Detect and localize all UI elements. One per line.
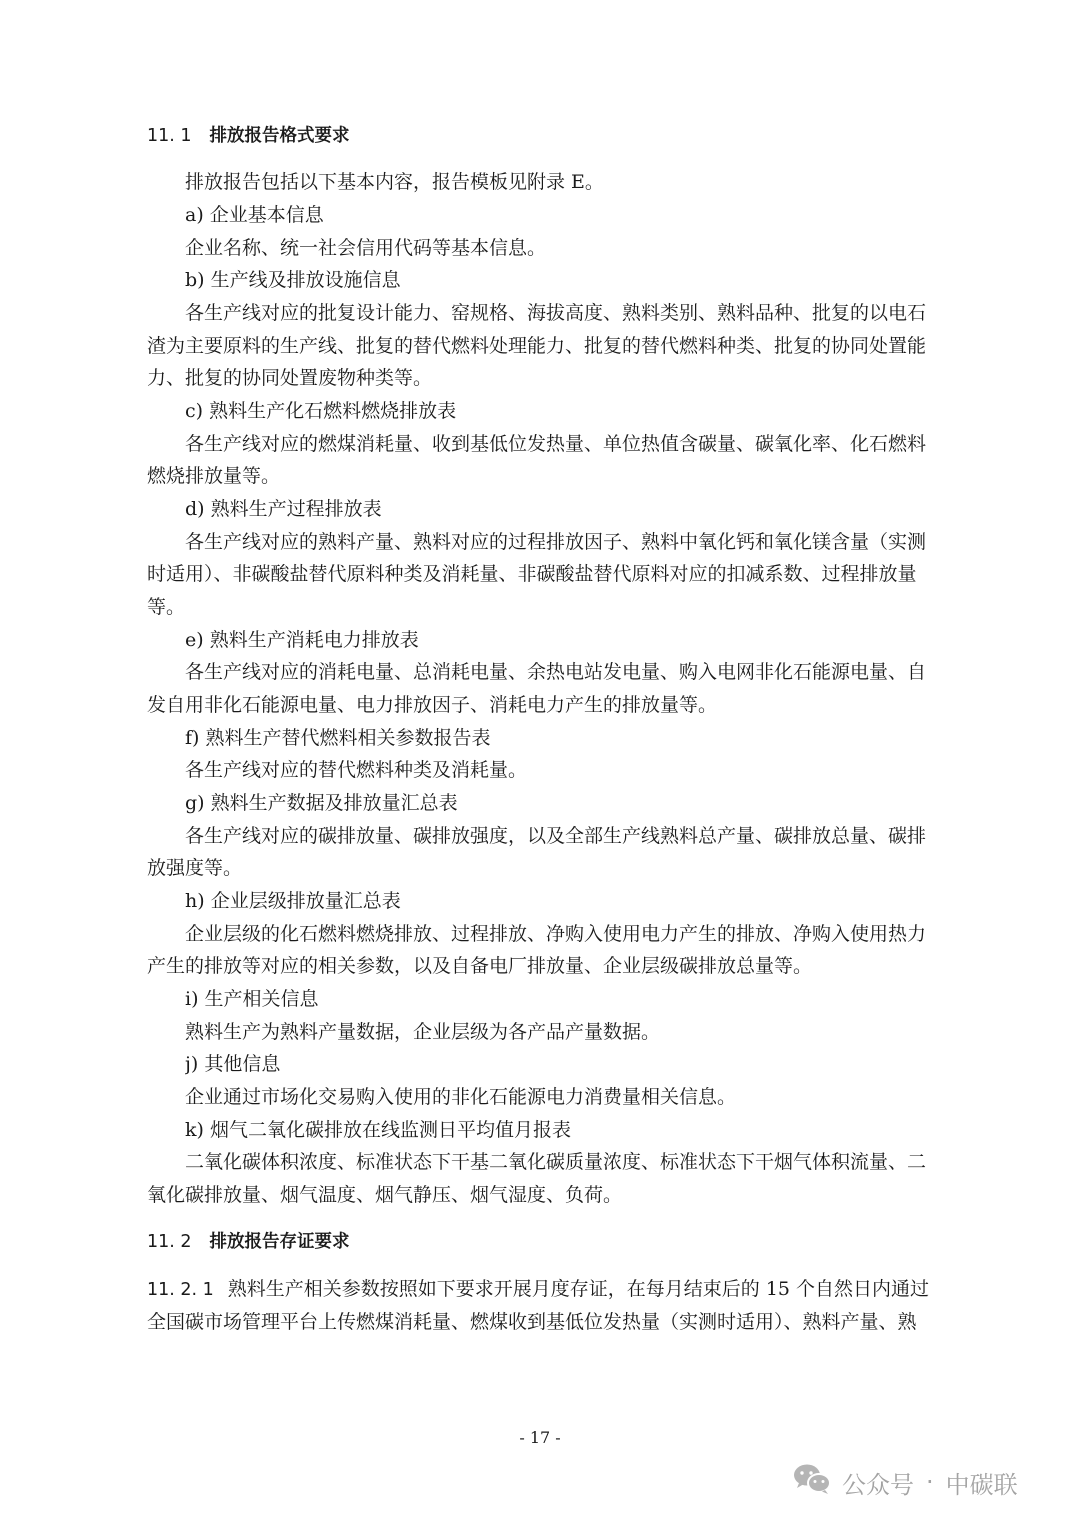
item-d-title: d) 熟料生产过程排放表 <box>185 498 382 520</box>
wechat-icon <box>792 1462 842 1502</box>
section-11-2-heading <box>147 1230 937 1254</box>
item-f-body: 各生产线对应的替代燃料种类及消耗量。 <box>185 759 528 781</box>
item-b-body-line-1: 各生产线对应的批复设计能力、窑规格、海拔高度、熟料类别、熟料品种、批复的以电石 <box>185 302 927 324</box>
item-e-body-line-1: 各生产线对应的消耗电量、总消耗电量、余热电站发电量、购入电网非化石能源电量、自 <box>185 661 927 683</box>
item-g-title: g) 熟料生产数据及排放量汇总表 <box>185 792 458 814</box>
item-a-body: 企业名称、统一社会信用代码等基本信息。 <box>185 237 547 259</box>
item-h-title: h) 企业层级排放量汇总表 <box>185 890 401 912</box>
watermark-label: 公众号 <box>842 1470 914 1499</box>
item-j-body: 企业通过市场化交易购入使用的非化石能源电力消费量相关信息。 <box>185 1086 737 1108</box>
item-d-body-line-1: 各生产线对应的熟料产量、熟料对应的过程排放因子、熟料中氧化钙和氧化镁含量（实测 <box>185 531 927 553</box>
section-title: 排放报告格式要求 <box>209 126 350 146</box>
section-11-1-heading <box>147 124 937 148</box>
watermark <box>792 1462 1018 1502</box>
paragraph-intro: 排放报告包括以下基本内容，报告模板见附录 E。 <box>185 171 604 193</box>
clause-number: 11. 2. 1 <box>147 1280 214 1300</box>
item-f-title: f) 熟料生产替代燃料相关参数报告表 <box>185 727 491 749</box>
item-g-body-line-2: 放强度等。 <box>147 857 243 879</box>
item-i-title: i) 生产相关信息 <box>185 988 319 1010</box>
item-e-title: e) 熟料生产消耗电力排放表 <box>185 629 419 651</box>
item-c-body-line-2: 燃烧排放量等。 <box>147 465 281 487</box>
item-b-body-line-3: 力、批复的协同处置废物种类等。 <box>147 367 433 389</box>
item-d-body-line-2: 时适用）、非碳酸盐替代原料种类及消耗量、非碳酸盐替代原料对应的扣减系数、过程排放量 <box>147 563 917 585</box>
section-title: 排放报告存证要求 <box>209 1232 350 1252</box>
item-b-body-line-2: 渣为主要原料的生产线、批复的替代燃料处理能力、批复的替代燃料种类、批复的协同处置能 <box>147 335 927 357</box>
item-j-title: j) 其他信息 <box>185 1053 281 1075</box>
item-h-body-line-2: 产生的排放等对应的相关参数，以及自备电厂排放量、企业层级碳排放总量等。 <box>147 955 813 977</box>
clause-11-2-1-line-2: 全国碳市场管理平台上传燃煤消耗量、燃煤收到基低位发热量（实测时适用）、熟料产量、熟 <box>147 1311 917 1333</box>
page-number: - 17 - <box>519 1428 561 1447</box>
item-k-body-line-2: 氧化碳排放量、烟气温度、烟气静压、烟气湿度、负荷。 <box>147 1184 623 1206</box>
item-h-body-line-1: 企业层级的化石燃料燃烧排放、过程排放、净购入使用电力产生的排放、净购入使用热力 <box>185 923 927 945</box>
item-c-title: c) 熟料生产化石燃料燃烧排放表 <box>185 400 457 422</box>
watermark-separator: · <box>926 1468 934 1496</box>
item-k-title: k) 烟气二氧化碳排放在线监测日平均值月报表 <box>185 1119 571 1141</box>
item-b-title: b) 生产线及排放设施信息 <box>185 269 401 291</box>
section-number: 11. 1 <box>147 126 192 146</box>
item-k-body-line-1: 二氧化碳体积浓度、标准状态下干基二氧化碳质量浓度、标准状态下干烟气体积流量、二 <box>185 1151 927 1173</box>
item-c-body-line-1: 各生产线对应的燃煤消耗量、收到基低位发热量、单位热值含碳量、碳氧化率、化石燃料 <box>185 433 927 455</box>
item-d-body-line-3: 等。 <box>147 596 186 618</box>
clause-text: 熟料生产相关参数按照如下要求开展月度存证，在每月结束后的 15 个自然日内通过 <box>227 1278 930 1300</box>
section-number: 11. 2 <box>147 1232 192 1252</box>
item-a-title: a) 企业基本信息 <box>185 204 324 226</box>
item-i-body: 熟料生产为熟料产量数据，企业层级为各产品产量数据。 <box>185 1021 661 1043</box>
watermark-account: 中碳联 <box>945 1470 1018 1499</box>
item-g-body-line-1: 各生产线对应的碳排放量、碳排放强度，以及全部生产线熟料总产量、碳排放总量、碳排 <box>185 825 927 847</box>
clause-11-2-1-line-1 <box>147 1277 937 1302</box>
item-e-body-line-2: 发自用非化石能源电量、电力排放因子、消耗电力产生的排放量等。 <box>147 694 718 716</box>
